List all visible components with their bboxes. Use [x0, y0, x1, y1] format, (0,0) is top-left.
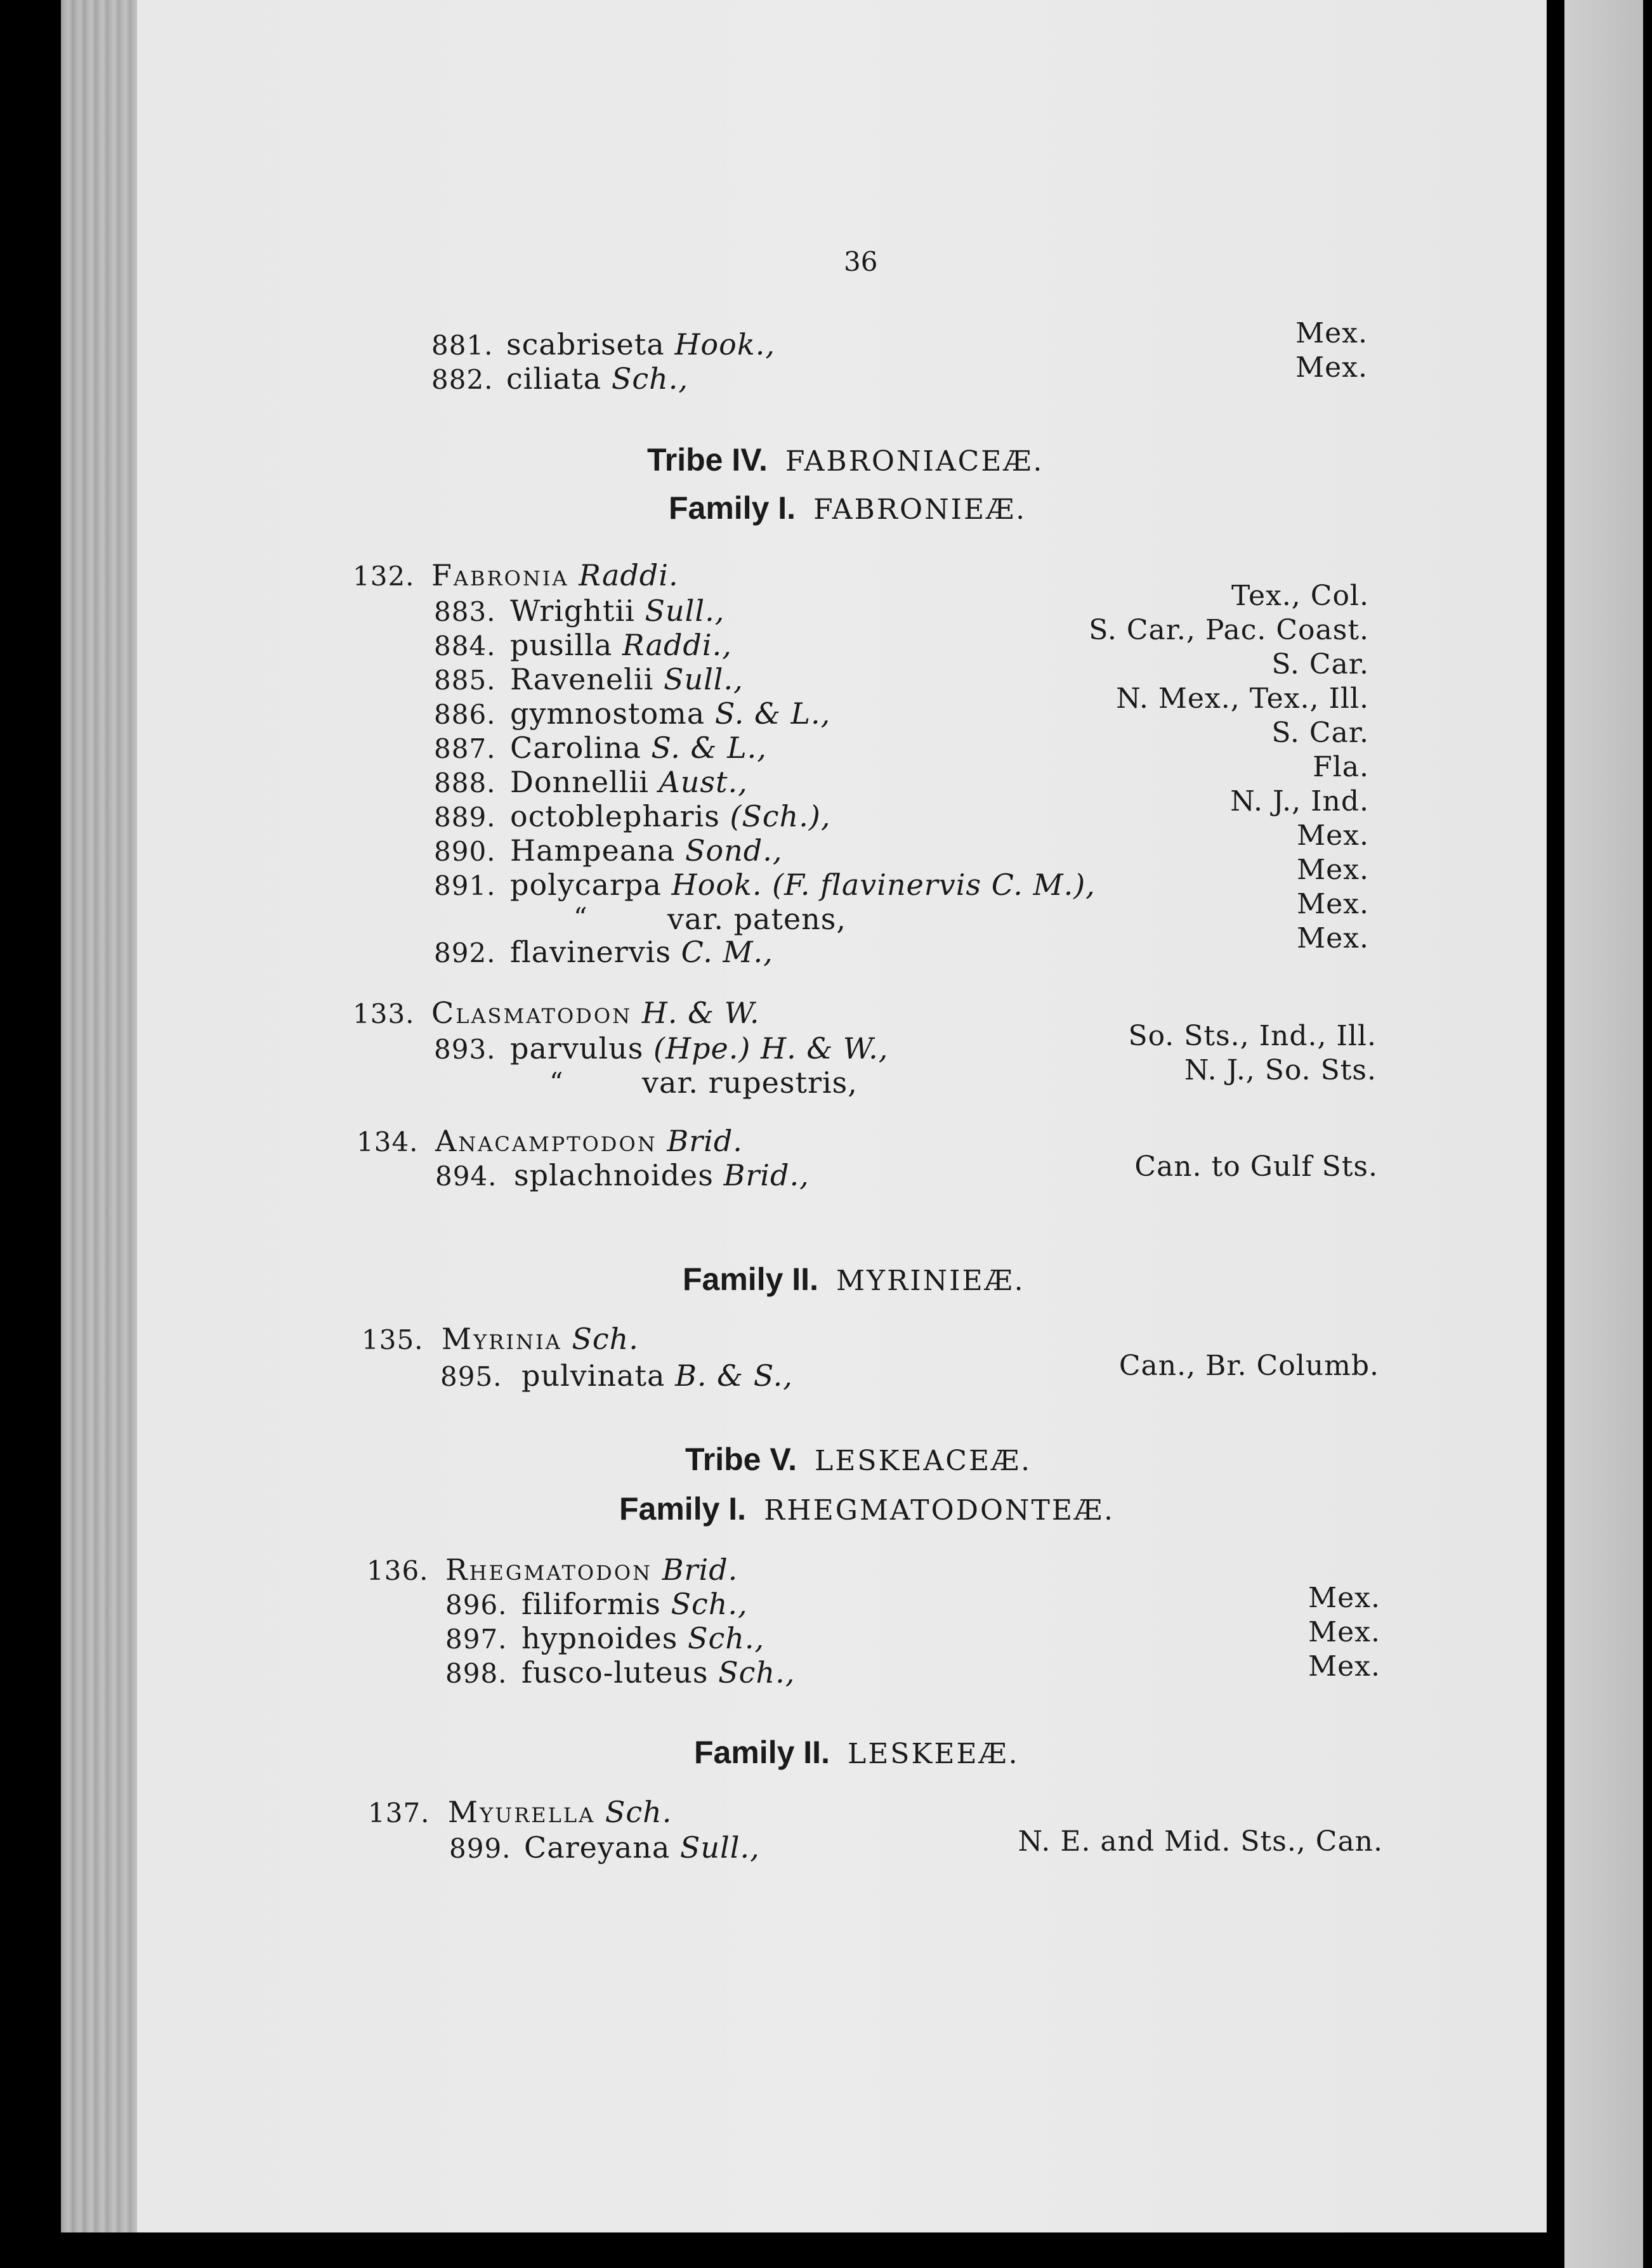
locality: N. E. and Mid. Sts., Can. — [1018, 1825, 1383, 1858]
locality: S. Car. — [1271, 717, 1369, 749]
genus-heading: Fabronia Raddi. — [431, 558, 679, 592]
locality: So. Sts., Ind., Ill. — [1128, 1020, 1377, 1052]
locality: Can. to Gulf Sts. — [1134, 1150, 1378, 1183]
species-entry: scabriseta Hook., — [506, 327, 775, 362]
species-entry: Hampeana Sond., — [510, 833, 783, 868]
entry-number: 881. — [431, 330, 494, 361]
tribe-heading: Tribe IV. FABRONIACEÆ. — [647, 442, 1044, 478]
variety-entry: var. patens, — [667, 902, 847, 936]
entry-number: 883. — [434, 596, 496, 627]
species-entry: octoblepharis (Sch.), — [510, 799, 831, 833]
locality: Mex. — [1308, 1650, 1380, 1683]
species-entry: flavinervis C. M., — [510, 935, 773, 969]
species-entry: Carolina S. & L., — [510, 731, 767, 765]
species-entry: Donnellii Aust., — [510, 765, 748, 799]
genus-number: 134. — [357, 1126, 419, 1157]
genus-heading: Myrinia Sch. — [442, 1322, 639, 1356]
entry-number: 892. — [434, 937, 496, 968]
entry-number: 884. — [434, 630, 496, 662]
family-heading: Family II. MYRINIEÆ. — [683, 1261, 1025, 1297]
entry-number: 899. — [449, 1833, 511, 1864]
entry-number: 886. — [434, 699, 496, 730]
family-heading: Family I. RHEGMATODONTEÆ. — [619, 1491, 1115, 1527]
locality: Mex. — [1297, 819, 1369, 852]
locality: Mex. — [1308, 1582, 1380, 1614]
ditto-mark: “ — [549, 1067, 564, 1098]
adjacent-page-edge — [1564, 0, 1643, 2268]
species-entry: ciliata Sch., — [506, 362, 689, 396]
locality: Tex., Col. — [1231, 580, 1369, 612]
page-gutter — [61, 0, 137, 2232]
species-entry: Wrightii Sull., — [510, 594, 725, 628]
locality: Mex. — [1295, 351, 1368, 384]
genus-heading: Clasmatodon H. & W. — [431, 996, 760, 1030]
species-entry: gymnostoma S. & L., — [510, 696, 831, 731]
species-entry: fusco-luteus Sch., — [521, 1655, 796, 1690]
family-heading: Family II. LESKEEÆ. — [694, 1735, 1019, 1770]
book-page — [61, 0, 1547, 2232]
species-entry: Ravenelii Sull., — [510, 662, 744, 696]
genus-number: 132. — [353, 561, 415, 592]
locality: S. Car. — [1271, 648, 1369, 681]
locality: Mex. — [1295, 317, 1368, 349]
ditto-mark: “ — [574, 902, 588, 933]
genus-heading: Anacamptodon Brid. — [435, 1124, 743, 1158]
entry-number: 894. — [435, 1161, 497, 1192]
entry-number: 893. — [434, 1034, 496, 1065]
variety-entry: var. rupestris, — [642, 1066, 858, 1100]
locality: Mex. — [1308, 1616, 1380, 1648]
entry-number: 895. — [440, 1361, 502, 1392]
genus-number: 133. — [353, 998, 415, 1029]
genus-number: 136. — [367, 1555, 429, 1586]
page-number: 36 — [844, 246, 878, 277]
locality: N. J., So. Sts. — [1184, 1054, 1377, 1086]
entry-number: 888. — [434, 767, 496, 798]
entry-number: 889. — [434, 802, 496, 833]
family-heading: Family I. FABRONIEÆ. — [669, 490, 1027, 526]
genus-heading: Rhegmatodon Brid. — [445, 1553, 738, 1587]
entry-number: 882. — [431, 364, 494, 395]
entry-number: 898. — [445, 1658, 508, 1689]
species-entry: polycarpa Hook. (F. flavinervis C. M.), — [510, 868, 1096, 902]
species-entry: Careyana Sull., — [524, 1830, 760, 1865]
genus-number: 135. — [362, 1324, 424, 1355]
locality: Mex. — [1297, 922, 1369, 955]
species-entry: pusilla Raddi., — [510, 628, 732, 662]
locality: Mex. — [1297, 888, 1369, 920]
entry-number: 896. — [445, 1589, 508, 1620]
locality: S. Car., Pac. Coast. — [1089, 614, 1369, 646]
locality: Fla. — [1313, 751, 1369, 783]
locality: Mex. — [1297, 854, 1369, 886]
locality: N. J., Ind. — [1230, 785, 1369, 818]
entry-number: 885. — [434, 665, 496, 696]
entry-number: 891. — [434, 870, 496, 901]
locality: N. Mex., Tex., Ill. — [1116, 682, 1369, 715]
entry-number: 897. — [445, 1624, 508, 1655]
entry-number: 887. — [434, 733, 496, 764]
genus-heading: Myurella Sch. — [448, 1795, 672, 1829]
species-entry: filiformis Sch., — [521, 1587, 748, 1621]
species-entry: pulvinata B. & S., — [521, 1359, 793, 1393]
species-entry: hypnoides Sch., — [521, 1621, 765, 1655]
entry-number: 890. — [434, 836, 496, 867]
tribe-heading: Tribe V. LESKEACEÆ. — [685, 1442, 1032, 1477]
species-entry: parvulus (Hpe.) H. & W., — [510, 1031, 889, 1066]
species-entry: splachnoides Brid., — [514, 1158, 810, 1192]
locality: Can., Br. Columb. — [1118, 1350, 1379, 1382]
genus-number: 137. — [368, 1797, 430, 1828]
